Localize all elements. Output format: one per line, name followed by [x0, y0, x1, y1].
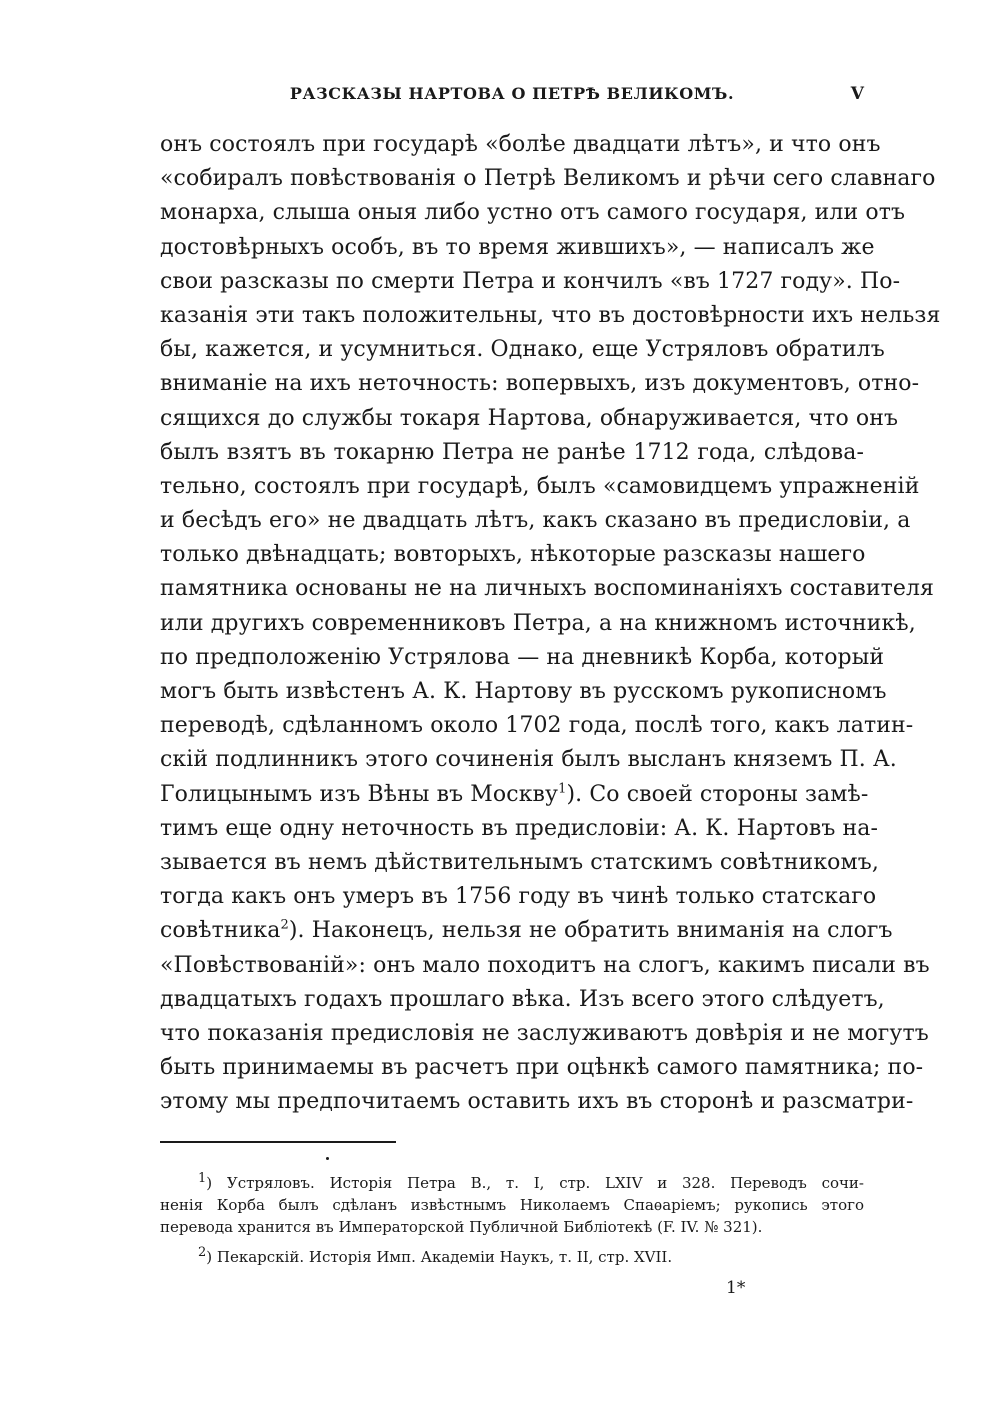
- text-line: бы, кажется, и усумниться. Однако, еще Устряловъ обратилъ: [160, 337, 885, 363]
- text-line: свои разсказы по смерти Петра и кончилъ «въ 1727 году». По-: [160, 268, 901, 294]
- footnote-1-line: [160, 1172, 864, 1194]
- signature-mark: 1*: [726, 1278, 746, 1298]
- text-line-with-footnote-ref: [160, 778, 869, 812]
- text-line: зывается въ немъ дѣйствительнымъ статскимъ совѣтникомъ,: [160, 849, 879, 875]
- text-line: «собиралъ повѣствованія о Петрѣ Великомъ и рѣчи сего славнаго: [160, 166, 936, 192]
- text-line: могъ быть извѣстенъ А. К. Нартову въ русскомъ рукописномъ: [160, 679, 887, 704]
- text-line: памятника основаны не на личныхъ воспоминаніяхъ составителя: [160, 576, 935, 602]
- text-line: переводѣ, сдѣланномъ около 1702 года, послѣ того, какъ латин-: [160, 713, 914, 739]
- footnote-1-text: ) Устряловъ. Исторія Петра В., т. I, стр. LXIV и 328. Переводъ сочи-: [206, 1174, 864, 1192]
- footnote-separator: [160, 1141, 396, 1143]
- body-text: [160, 128, 941, 1119]
- text-line: скій подлинникъ этого сочиненія былъ высланъ княземъ П. А.: [160, 747, 897, 773]
- footnote-2-text: ) Пекарскій. Исторія Имп. Академіи Наукъ, т. II, стр. XVII.: [206, 1248, 673, 1266]
- text-line: былъ взятъ въ токарню Петра не ранѣе 1712 года, слѣдова-: [160, 439, 864, 465]
- text-line: достовѣрныхъ особъ, въ то время жившихъ», — написалъ же: [160, 234, 875, 260]
- text-segment: ). Наконецъ, нельзя не обратить вниманія на слогъ: [288, 918, 893, 944]
- text-line: «Повѣствованій»: онъ мало походитъ на слогъ, какимъ писали въ: [160, 952, 930, 978]
- footnote-2-marker: 2: [198, 1245, 207, 1260]
- footnote-ref-2: 2: [280, 917, 289, 933]
- print-speck: [326, 1157, 329, 1160]
- footnote-gap: [160, 1238, 864, 1246]
- text-line: монарха, слыша оныя либо устно отъ самого государя, или отъ: [160, 200, 906, 226]
- text-line: только двѣнадцать; вовторыхъ, нѣкоторые разсказы нашего: [160, 542, 866, 568]
- page-number: V: [850, 84, 864, 104]
- text-segment: Голицынымъ изъ Вѣны въ Москву: [160, 781, 559, 807]
- footnote-2-line: [160, 1246, 864, 1268]
- text-segment: ). Со своей стороны замѣ-: [566, 781, 869, 807]
- text-line: и бесѣдъ его» не двадцать лѣтъ, какъ сказано въ предисловіи, а: [160, 508, 911, 534]
- footnote-1-line: перевода хранится въ Императорской Публичной Библіотекѣ (F. IV. № 321).: [160, 1218, 763, 1236]
- running-title: РАЗСКАЗЫ НАРТОВА О ПЕТРѢ ВЕЛИКОМЪ.: [289, 84, 735, 103]
- footnote-1-marker: 1: [198, 1171, 207, 1186]
- text-line: что показанія предисловія не заслуживаютъ довѣрія и не могутъ: [160, 1020, 929, 1046]
- text-line: или другихъ современниковъ Петра, а на книжномъ источникѣ,: [160, 610, 916, 636]
- text-line: тимъ еще одну неточность въ предисловіи: А. К. Нартовъ на-: [160, 815, 879, 841]
- text-segment: совѣтника: [160, 918, 281, 944]
- text-line: двадцатыхъ годахъ прошлаго вѣка. Изъ всего этого слѣдуетъ,: [160, 986, 885, 1012]
- text-line: тогда какъ онъ умеръ въ 1756 году въ чинѣ только статскаго: [160, 884, 877, 910]
- text-line-with-footnote-ref: [160, 914, 893, 948]
- text-line: вниманіе на ихъ неточность: вопервыхъ, изъ документовъ, отно-: [160, 371, 920, 397]
- text-line: этому мы предпочитаемъ оставить ихъ въ сторонѣ и разсматри-: [160, 1089, 914, 1115]
- page-header: [160, 84, 864, 108]
- text-line: по предположенію Устрялова — на дневникѣ Корба, который: [160, 644, 885, 670]
- footnotes: [160, 1172, 864, 1268]
- text-line: онъ состоялъ при государѣ «болѣе двадцати лѣтъ», и что онъ: [160, 132, 881, 157]
- text-line: казанія эти такъ положительны, что въ достовѣрности ихъ нельзя: [160, 302, 941, 328]
- footnote-ref-1: 1: [558, 781, 567, 797]
- text-line: сящихся до службы токаря Нартова, обнаруживается, что онъ: [160, 405, 899, 431]
- text-line: тельно, состоялъ при государѣ, былъ «самовидцемъ упражненій: [160, 473, 920, 499]
- footnote-1-line: ненія Корба былъ сдѣланъ извѣстнымъ Николаемъ Спаѳаріемъ; рукопись этого: [160, 1196, 864, 1214]
- text-line: быть принимаемы въ расчетъ при оцѣнкѣ самого памятника; по-: [160, 1055, 924, 1081]
